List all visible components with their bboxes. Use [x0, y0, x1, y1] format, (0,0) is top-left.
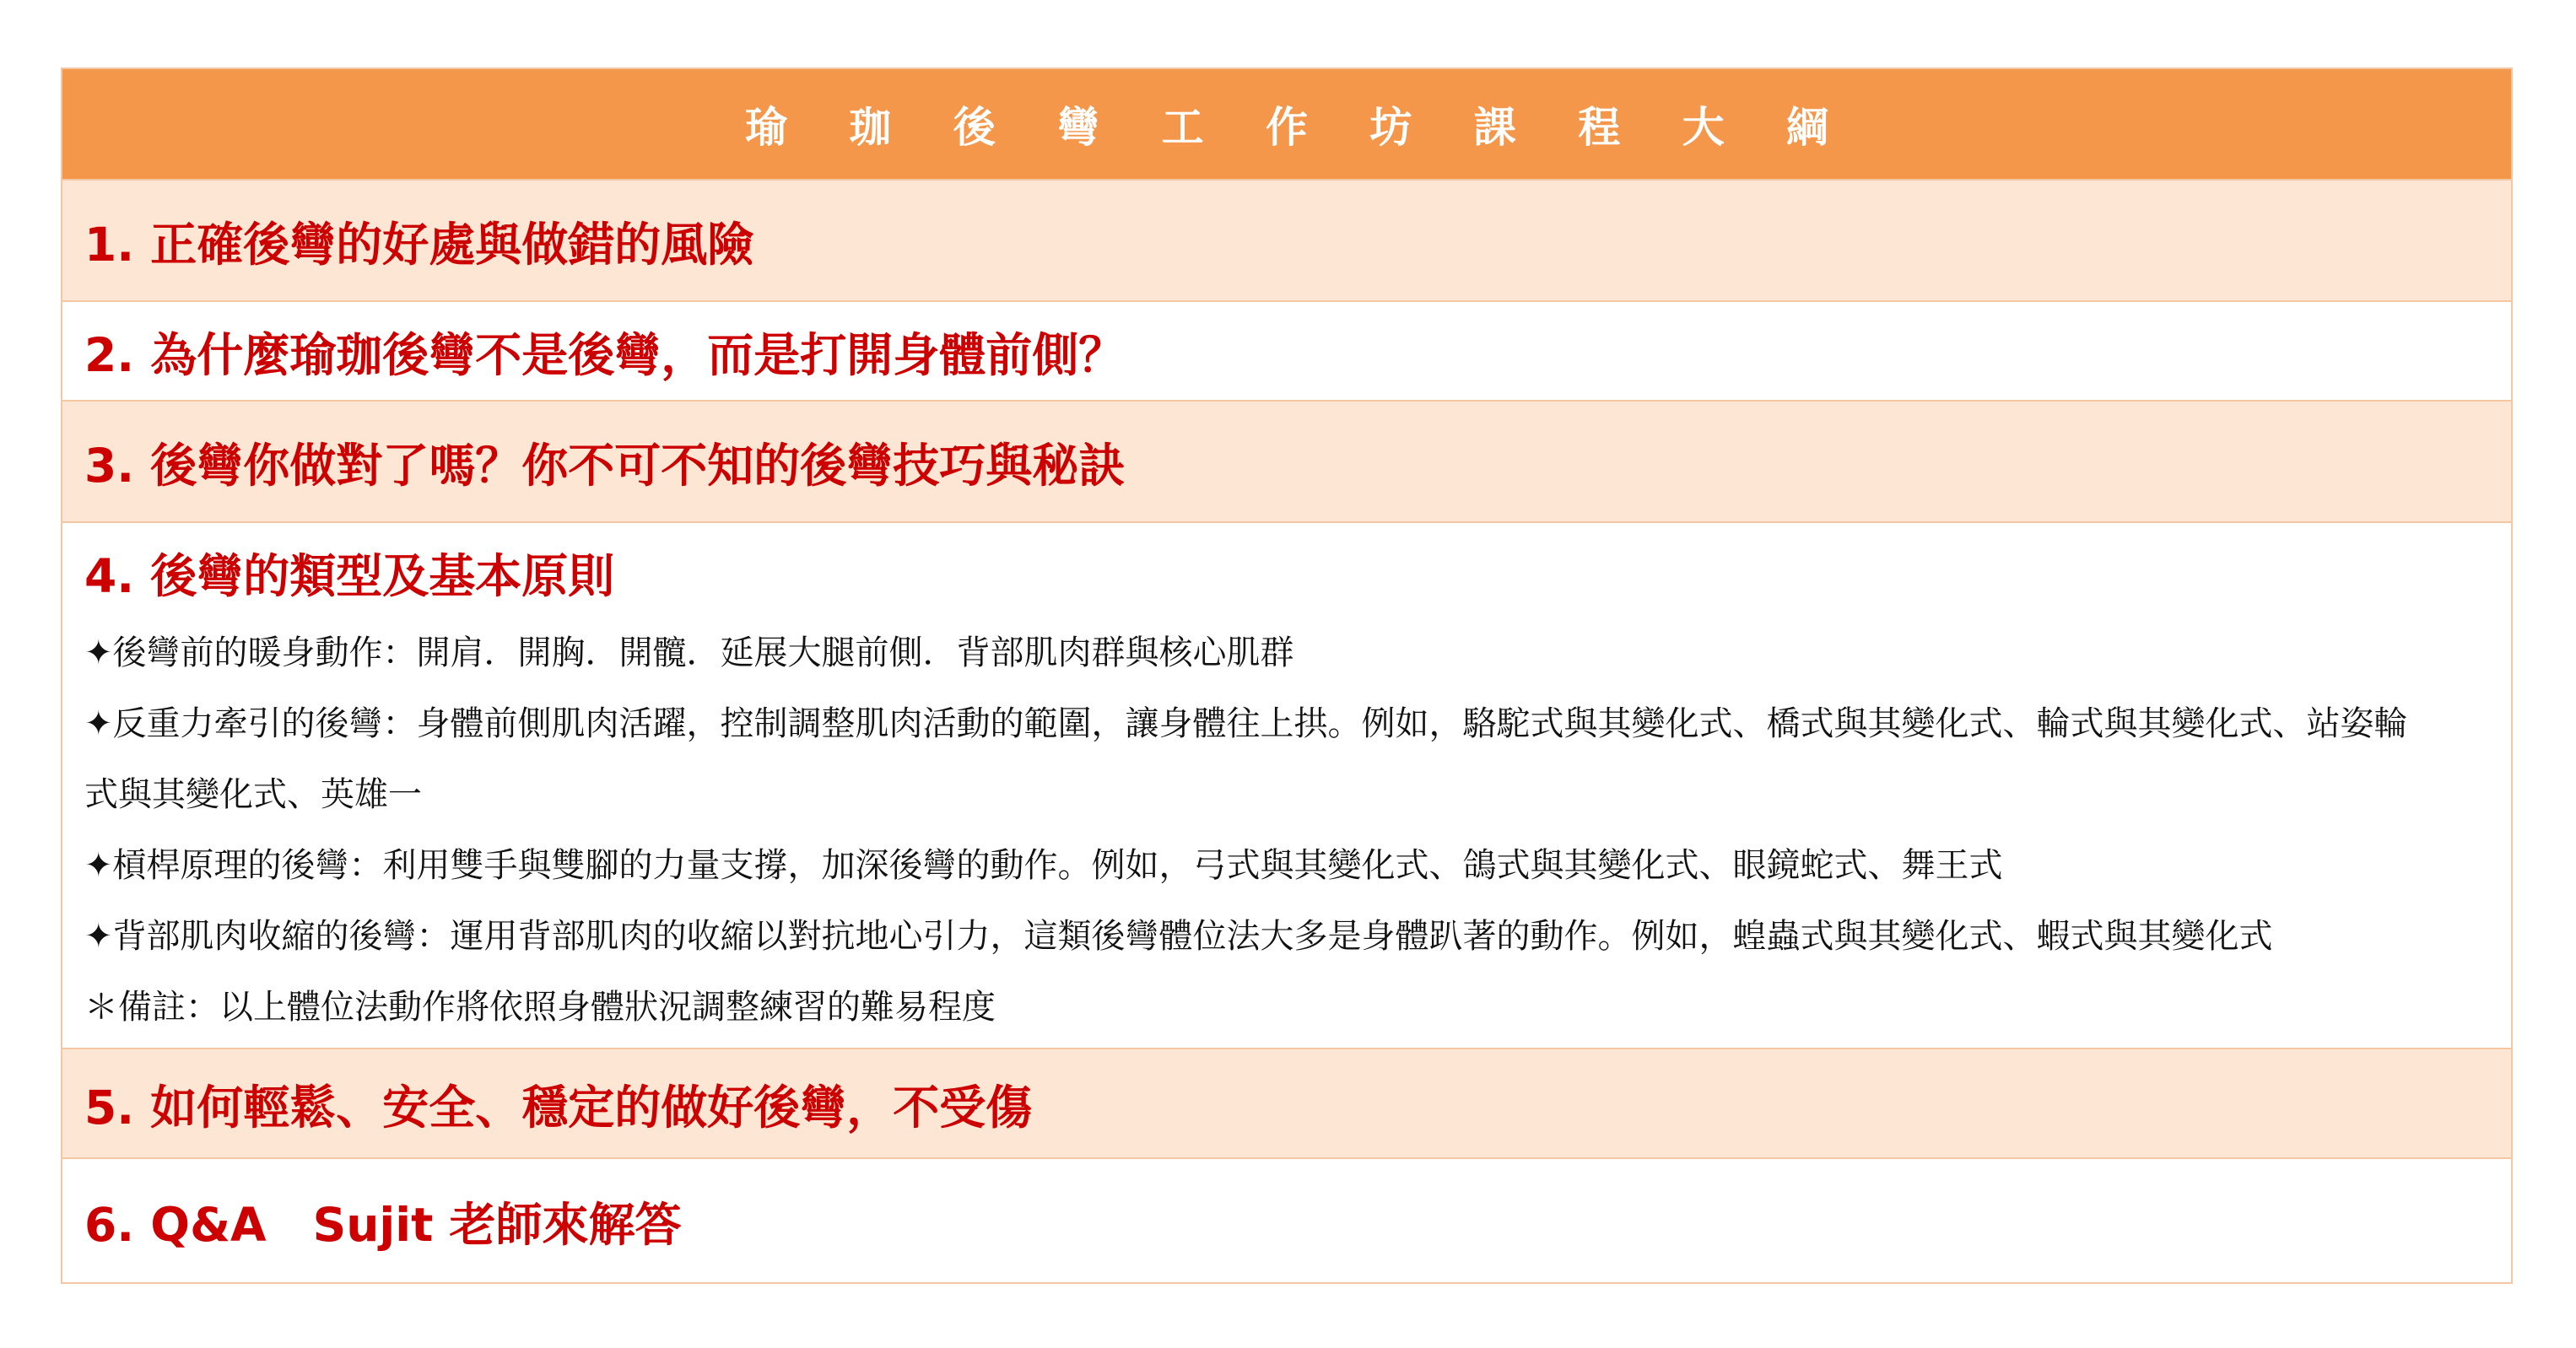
detail-line-antigravity-cont: 式與其變化式、英雄一: [84, 775, 422, 814]
outline-item-heading: 3. 後彎你做對了嗎？你不可不知的後彎技巧與秘訣: [84, 438, 1126, 493]
outline-item-3: [62, 400, 2511, 521]
outline-item-heading: 5. 如何輕鬆、安全、穩定的做好後彎，不受傷: [84, 1080, 1033, 1135]
outline-item-5: [62, 1048, 2511, 1157]
detail-line-warmup: ✦後彎前的暖身動作：開肩．開胸．開髖．延展大腿前側．背部肌肉群與核心肌群: [84, 634, 1294, 672]
table-header: [62, 69, 2511, 179]
detail-line-note: ＊備註：以上體位法動作將依照身體狀況調整練習的難易程度: [84, 988, 996, 1027]
outline-item-2: [62, 300, 2511, 400]
outline-item-heading: 2. 為什麼瑜珈後彎不是後彎，而是打開身體前側？: [84, 327, 1126, 382]
detail-line-lever: ✦槓桿原理的後彎：利用雙手與雙腳的力量支撐，加深後彎的動作。例如，弓式與其變化式、鴿式與其變化式、眼鏡蛇式、舞王式: [84, 846, 2003, 885]
outline-item-heading: 1. 正確後彎的好處與做錯的風險: [84, 217, 754, 272]
detail-line-back-muscle: ✦背部肌肉收縮的後彎：運用背部肌肉的收縮以對抗地心引力，這類後彎體位法大多是身體趴著的動作。例如，蝗蟲式與其變化式、蝦式與其變化式: [84, 917, 2273, 956]
outline-item-heading: 6. Q&A Sujit 老師來解答: [84, 1197, 682, 1252]
detail-line-antigravity: ✦反重力牽引的後彎：身體前側肌肉活躍，控制調整肌肉活動的範圍，讓身體往上拱。例如，駱駝式與其變化式、橋式與其變化式、輪式與其變化式、站姿輪: [84, 704, 2408, 743]
outline-title: 瑜 珈 後 彎 工 作 坊 課 程 大 綱: [744, 103, 1853, 152]
outline-item-4: [62, 521, 2511, 1048]
outline-item-1: [62, 179, 2511, 300]
course-outline-table: [61, 67, 2513, 1284]
outline-item-heading: 4. 後彎的類型及基本原則: [84, 549, 615, 603]
outline-item-6: [62, 1157, 2511, 1282]
